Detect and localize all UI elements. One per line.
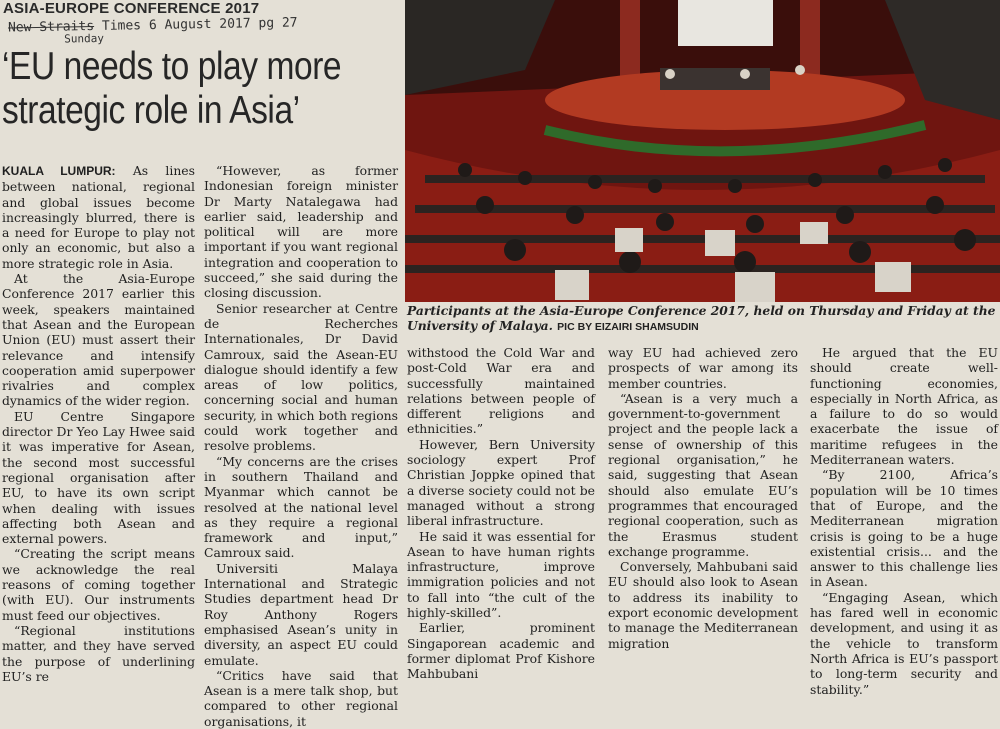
paragraph: withstood the Cold War and post-Cold War era and successfully maintained relations between people of different religions and ethnicities.”: [407, 345, 595, 437]
handnote-insert: Sunday: [64, 31, 105, 46]
paragraph: “Regional institutions matter, and they have served the purpose of underlining EU’s re: [2, 622, 195, 684]
paragraph: He said it was essential for Asean to have human rights infrastructure, improve immigration policies and not to fall into “the cult of the highly-skilled”.: [407, 528, 595, 621]
paragraph: Earlier, prominent Singaporean academic and former diplomat Prof Kishore Mahbubani: [407, 620, 595, 682]
paragraph: “However, as former Indonesian foreign minister Dr Marty Natalegawa had earlier said, leadership and political will are more important if you want regional integration and cooperation to succeed,” she said during the closing discussion.: [204, 163, 398, 301]
paragraph: However, Bern University sociology expert Prof Christian Joppke opined that a diverse society could not be managed without a strong liberal infrastructure.: [407, 436, 595, 529]
paragraph: “Engaging Asean, which has fared well in economic development, and using it as the vehicle to transform North Africa is EU’s passport to long-term security and stability.”: [810, 589, 998, 697]
section-kicker: ASIA-EUROPE CONFERENCE 2017: [3, 0, 260, 17]
paragraph: “Asean is a very much a government-to-government project and the people lack a sense of ownership of this regional organisation,” he said, suggesting that Asean should also emulate EU’s programmes that encouraged regional cooperation, such as the Erasmus student exchange programme.: [608, 390, 798, 559]
paragraph: “Creating the script means we acknowledge the real reasons of coming together (with EU). Our instruments must feed our objectives.: [2, 546, 195, 623]
headline-line-1: ‘EU needs to play more: [2, 45, 342, 88]
paragraph: Senior researcher at Centre de Recherches Internationales, Dr David Camroux, said the Asean-EU dialogue should identify a few areas of low politics, concerning social and human security, in which both regions could work together and resolve problems.: [204, 300, 398, 454]
headline: [2, 45, 342, 133]
caption-text: Participants at the Asia-Europe Conference 2017, held on Thursday and Friday at the University of Malaya.: [407, 303, 996, 333]
paragraph: KUALA LUMPUR: As lines between national, regional and global issues become increasingly blurred, there is a need for Europe to play not only an economic, but also a more strategic role in Asia.: [2, 163, 195, 271]
dateline: KUALA LUMPUR:: [2, 164, 116, 178]
article-column-2: [204, 163, 398, 729]
paragraph: “My concerns are the crises in southern Thailand and Myanmar which cannot be resolved at the national level as they require a regional framework and input,” Camroux said.: [204, 453, 398, 561]
handwritten-source-note: [7, 15, 298, 46]
article-column-4: [608, 345, 798, 651]
handnote-struck-text: New Straits: [7, 19, 95, 36]
paragraph: “By 2100, Africa’s population will be 10 times that of Europe, and the Mediterranean migration crisis is going to be a huge existential crisis... and the answer to this challenge lies in Asean.: [810, 467, 998, 590]
article-column-5: [810, 345, 998, 697]
photo-caption: [407, 303, 997, 335]
paragraph: He argued that the EU should create well-functioning economies, especially in North Africa, as a failure to do so would exacerbate the issue of maritime refugees in the Mediterranean waters.: [810, 345, 998, 468]
article-column-3: [407, 345, 595, 682]
paragraph: way EU had achieved zero prospects of war among its member countries.: [608, 345, 798, 391]
paragraph: Conversely, Mahbubani said EU should also look to Asean to address its inability to export economic development to manage the Mediterranean migration: [608, 559, 798, 651]
auditorium-illustration: [405, 0, 1000, 302]
article-column-1: [2, 163, 195, 684]
paragraph: At the Asia-Europe Conference 2017 earlier this week, speakers maintained that Asean and the European Union (EU) must assert their relevance and intensify cooperation amid superpower rivalries and complex dynamics of the wider region.: [2, 271, 195, 409]
paragraph: “Critics have said that Asean is a mere talk shop, but compared to other regional organisations, it: [204, 667, 398, 729]
paragraph: EU Centre Singapore director Dr Yeo Lay Hwee said it was imperative for Asean, the second most successful regional organisation after EU, to have its own script when dealing with issues affecting both Asean and external powers.: [2, 408, 195, 547]
handnote-text: Times 6 August 2017 pg 27: [93, 15, 298, 35]
headline-line-2: strategic role in Asia’: [2, 89, 300, 132]
paragraph: Universiti Malaya International and Strategic Studies department head Dr Roy Anthony Rogers emphasised Asean’s unity in diversity, an aspect EU could emulate.: [204, 560, 398, 668]
conference-photo: [405, 0, 1000, 302]
photo-credit: PIC BY EIZAIRI SHAMSUDIN: [557, 321, 699, 333]
